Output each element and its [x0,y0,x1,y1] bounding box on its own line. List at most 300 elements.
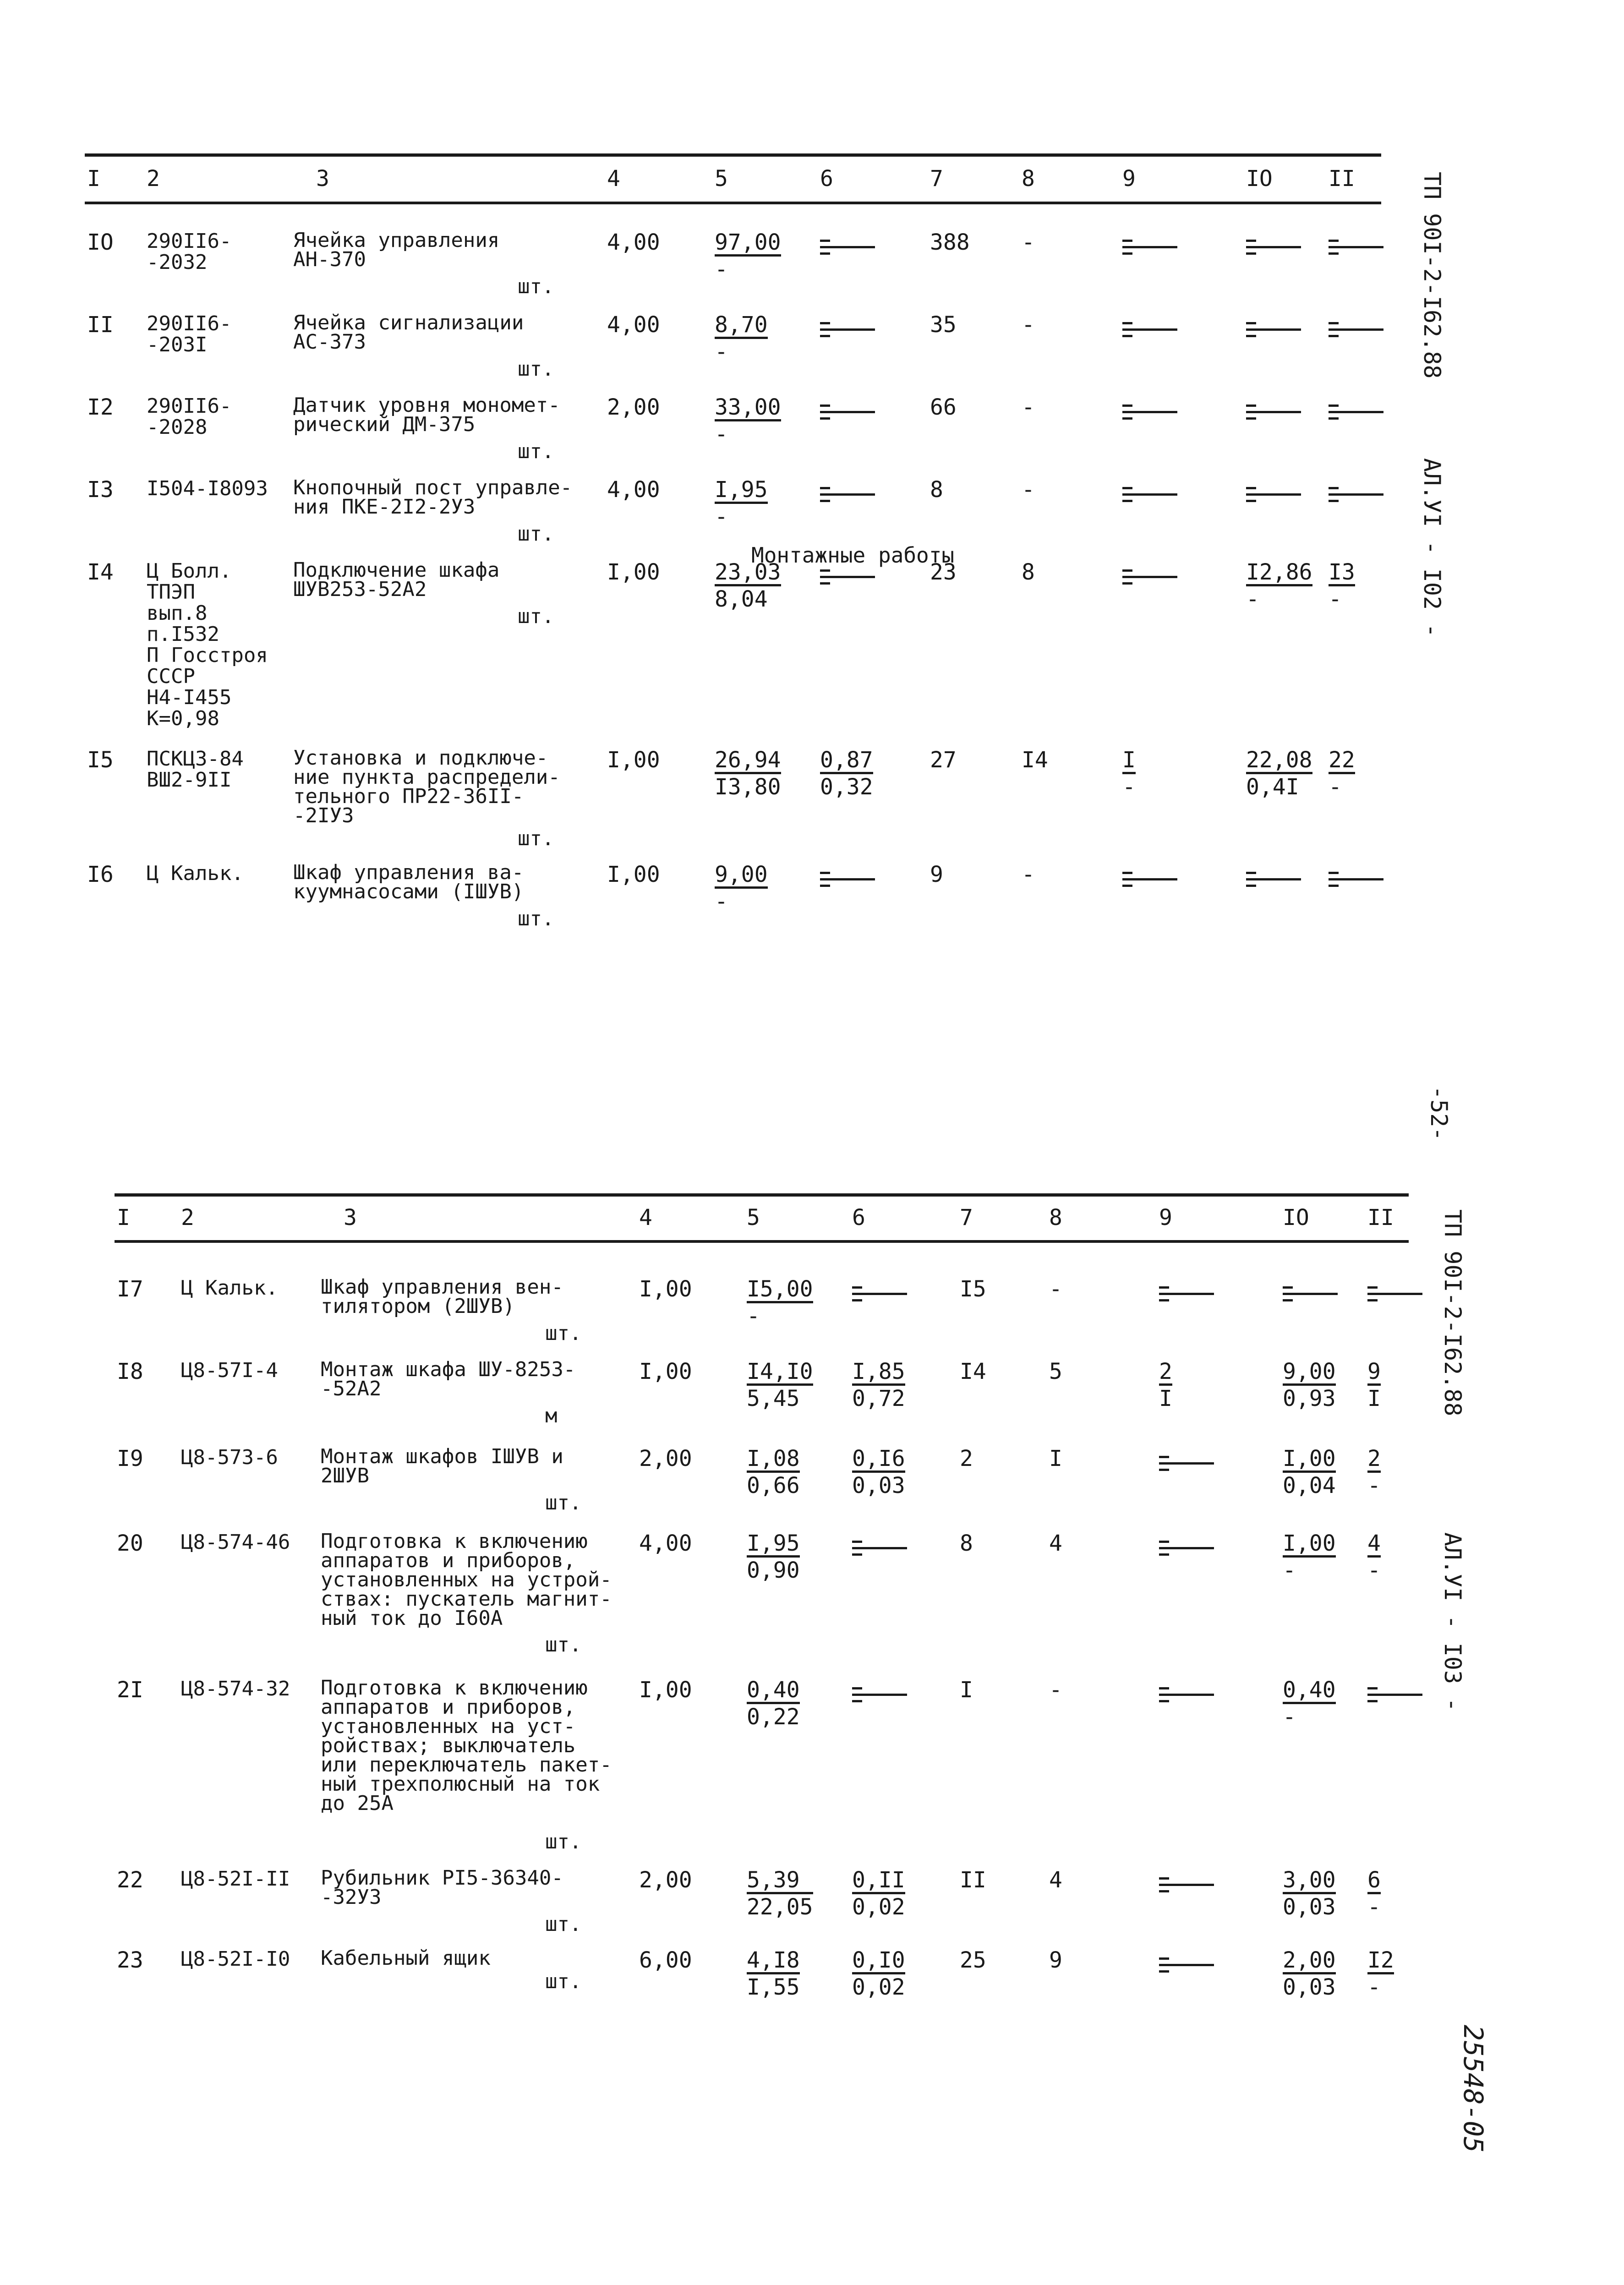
column-7-value: 388 [930,230,970,255]
column-9-value-ditto-mark [1122,872,1177,890]
column-header-10: IO [1246,166,1273,191]
column-10-value-fraction [1283,1949,1336,1998]
column-5-value-numerator: 0,40 [747,1679,800,1704]
row-number: 20 [117,1531,143,1556]
column-11-value-numerator: I2 [1367,1949,1394,1974]
column-5-value-fraction [715,231,781,280]
column-6-value-fraction [852,1361,905,1410]
item-name-line: 2ШУВ [321,1464,369,1487]
column-5-value-fraction [747,1949,800,1998]
column-header-8: 8 [1022,166,1035,191]
side-sheet-top: АЛ.УI - I02 - [1419,458,1445,638]
column-header-5: 5 [715,166,728,191]
row-number: I7 [117,1276,143,1302]
column-8-value: - [1022,477,1035,503]
column-5-value-denominator: 0,66 [747,1473,800,1498]
row-number: I2 [87,394,114,420]
column-6-value-fraction [852,1448,905,1497]
rate-code-line: Ц8-52I-II [181,1867,290,1891]
column-11-value-ditto-mark [1329,240,1383,258]
column-8-value: 5 [1049,1359,1062,1384]
item-name-line: ный трехполюсный на ток [321,1772,600,1796]
column-6-value-numerator: 0,I6 [852,1448,905,1473]
item-name-line: установленных на уст- [321,1715,576,1738]
column-8-value: - [1022,862,1035,887]
column-8-value: - [1049,1677,1062,1703]
rate-code-line: I504-I8093 [147,477,268,500]
column-6-value-denominator: 0,02 [852,1974,905,2000]
rate-code-line: -2028 [147,415,208,439]
rate-code-line: -203I [147,333,208,356]
column-header-5: 5 [747,1205,760,1230]
column-6-value-denominator: 0,72 [852,1386,905,1411]
column-9-value-ditto-mark [1122,240,1177,258]
rate-code-line: 290II6- [147,312,232,335]
side-sheet-bottom: АЛ.УI - I03 - [1439,1532,1466,1712]
column-10-value-numerator: 22,08 [1246,749,1312,774]
column-11-value-denominator: I [1367,1386,1381,1411]
item-name-line: ние пункта распредели- [293,765,560,789]
column-10-value-ditto-mark [1283,1286,1338,1305]
column-10-value-denominator: 0,93 [1283,1386,1336,1411]
column-10-value-ditto-mark [1246,240,1301,258]
column-10-value-denominator: 0,03 [1283,1974,1336,2000]
column-header-9: 9 [1159,1205,1172,1230]
column-7-value: 8 [930,477,943,503]
column-5-value-denominator: - [715,339,728,365]
item-name-line: Монтаж шкафа ШУ-8253- [321,1358,576,1381]
row-number: I5 [87,747,114,773]
column-header-9: 9 [1122,166,1136,191]
column-6-value-fraction [852,1869,905,1918]
item-name-line: -32У3 [321,1886,382,1909]
column-6-value-ditto-mark [820,569,875,588]
column-5-value-numerator: 97,00 [715,231,781,257]
column-9-value-ditto-mark [1159,1456,1214,1474]
quantity: 2,00 [639,1867,692,1893]
row-number: I6 [87,862,114,887]
column-9-value-denominator: I [1159,1386,1172,1411]
column-9-value-ditto-mark [1159,1687,1214,1706]
column-11-value-numerator: 4 [1367,1532,1381,1558]
column-11-value-fraction [1367,1949,1394,1998]
row-number: I4 [87,559,114,585]
column-10-value-fraction [1283,1869,1336,1918]
item-name-line: Ячейка сигнализации [293,311,524,334]
item-name-line: Датчик уровня мономет- [293,394,560,417]
column-header-6: 6 [820,166,833,191]
column-10-value-numerator: I,00 [1283,1448,1336,1473]
column-7-value: 2 [960,1446,973,1471]
item-name-line: Подготовка к включению [321,1530,588,1553]
column-11-value-fraction [1329,561,1355,610]
quantity: 4,00 [639,1531,692,1556]
column-5-value-fraction [747,1532,800,1581]
column-11-value-denominator: - [1367,1894,1381,1920]
column-5-value-fraction [715,749,781,798]
column-11-value-numerator: I3 [1329,561,1355,586]
column-header-7: 7 [960,1205,973,1230]
item-name-line: или переключатель пакет- [321,1753,612,1777]
unit-of-measure: шт. [518,907,554,930]
unit-of-measure: шт. [518,357,554,381]
rate-code-line: 290II6- [147,230,232,253]
column-10-value-ditto-mark [1246,487,1301,505]
column-9-value-ditto-mark [1159,1877,1214,1896]
column-9-value-ditto-mark [1159,1541,1214,1559]
unit-of-measure: м [545,1404,558,1427]
column-7-value: 27 [930,747,957,773]
column-5-value-denominator: 5,45 [747,1386,800,1411]
column-11-value-ditto-mark [1367,1286,1422,1305]
column-10-value-numerator: 0,40 [1283,1679,1336,1704]
column-10-value-fraction [1283,1448,1336,1497]
quantity: 2,00 [607,394,660,420]
column-6-value-ditto-mark [820,322,875,340]
rate-code-line: вып.8 [147,601,208,625]
column-7-value: I5 [960,1276,986,1302]
column-11-value-numerator: 6 [1367,1869,1381,1894]
column-header-6: 6 [852,1205,865,1230]
column-6-value-ditto-mark [820,405,875,423]
column-8-value: 8 [1022,559,1035,585]
column-5-value-fraction [715,396,781,445]
column-11-value-ditto-mark [1367,1687,1422,1706]
column-9-value-numerator: 2 [1159,1361,1172,1386]
column-6-value-fraction [820,749,873,798]
rate-code-line: Ц Болл. [147,559,232,583]
column-6-value-ditto-mark [820,487,875,505]
row-number: II [87,312,114,338]
item-name-line: Шкаф управления ва- [293,861,524,884]
rate-code-line: П Госстроя [147,644,268,667]
column-header-11: II [1329,166,1355,191]
quantity: I,00 [607,862,660,887]
column-5-value-fraction [747,1361,813,1410]
column-5-value-fraction [747,1278,813,1327]
column-5-value-numerator: I,08 [747,1448,800,1473]
column-10-value-fraction [1246,561,1312,610]
column-5-value-denominator: - [715,257,728,282]
column-11-value-denominator: - [1367,1473,1381,1498]
unit-of-measure: шт. [545,1322,582,1345]
column-5-value-denominator: - [715,889,728,914]
column-header-7: 7 [930,166,943,191]
column-7-value: 25 [960,1947,986,1973]
quantity: 6,00 [639,1947,692,1973]
side-code-top: ТП 90I-2-I62.88 [1419,172,1445,379]
column-6-value-fraction [852,1949,905,1998]
rate-code-line: Ц8-574-46 [181,1531,290,1554]
column-10-value-denominator: - [1283,1558,1296,1583]
column-10-value-ditto-mark [1246,322,1301,340]
column-9-value-ditto-mark [1122,487,1177,505]
bottom-table-rule-2 [115,1240,1409,1243]
column-6-value-ditto-mark [820,872,875,890]
column-7-value: I [960,1677,973,1703]
column-header-2: 2 [147,166,160,191]
rate-code-line: Ц8-573-6 [181,1446,278,1469]
column-11-value-ditto-mark [1329,405,1383,423]
column-5-value-fraction [715,864,768,913]
column-header-8: 8 [1049,1205,1062,1230]
column-5-value-denominator: - [715,421,728,447]
column-9-value-ditto-mark [1122,405,1177,423]
item-name-line: АС-373 [293,330,366,354]
column-7-value: 23 [930,559,957,585]
column-7-value: 9 [930,862,943,887]
column-5-value-denominator: I3,80 [715,774,781,800]
column-7-value: 8 [960,1531,973,1556]
item-name-line: ный ток до I60А [321,1607,503,1630]
column-7-value: 66 [930,394,957,420]
column-header-11: II [1367,1205,1394,1230]
item-name-line: куумнасосами (IШУВ) [293,880,524,903]
quantity: I,00 [639,1677,692,1703]
item-name-line: -2IУ3 [293,804,354,827]
column-5-value-denominator: - [747,1303,760,1329]
row-number: I3 [87,477,114,503]
quantity: I,00 [639,1359,692,1384]
rate-code-line: Ц Кальк. [181,1276,278,1300]
column-11-value-fraction [1367,1532,1381,1581]
rate-code-line: ВШ2-9II [147,768,232,792]
item-name-line: Кабельный ящик [321,1946,491,1970]
column-8-value: I4 [1022,747,1048,773]
column-5-value-denominator: - [715,504,728,530]
column-10-value-numerator: 9,00 [1283,1361,1336,1386]
column-10-value-denominator: 0,04 [1283,1473,1336,1498]
quantity: 4,00 [607,312,660,338]
column-11-value-numerator: 22 [1329,749,1355,774]
column-5-value-denominator: 8,04 [715,586,768,612]
column-6-value-denominator: 0,32 [820,774,873,800]
item-name-line: до 25А [321,1792,394,1815]
quantity: 4,00 [607,230,660,255]
row-number: I9 [117,1446,143,1471]
rate-code-line: Н4-I455 [147,686,232,709]
column-5-value-denominator: 0,90 [747,1558,800,1583]
column-11-value-fraction [1329,749,1355,798]
top-table-rule-1 [85,153,1381,157]
column-8-value: 4 [1049,1867,1062,1893]
item-name-line: ШУВ253-52А2 [293,578,427,601]
column-11-value-numerator: 9 [1367,1361,1381,1386]
column-6-value-numerator: 0,II [852,1869,905,1894]
column-11-value-denominator: - [1329,774,1342,800]
column-5-value-numerator: 5,39 [747,1869,813,1894]
column-11-value-numerator: 2 [1367,1448,1381,1473]
column-9-value-ditto-mark [1122,322,1177,340]
column-5-value-numerator: I5,00 [747,1278,813,1303]
column-8-value: I [1049,1446,1062,1471]
page-number: -52- [1426,1086,1452,1141]
column-6-value-ditto-mark [852,1687,907,1706]
column-header-4: 4 [607,166,620,191]
item-name-line: тельного ПР22-36II- [293,785,524,808]
column-9-value-ditto-mark [1159,1957,1214,1976]
column-5-value-numerator: 23,03 [715,561,781,586]
column-11-value-ditto-mark [1329,322,1383,340]
archive-stamp: 25548-05 [1458,2025,1489,2153]
column-11-value-denominator: - [1367,1974,1381,2000]
column-10-value-numerator: I,00 [1283,1532,1336,1558]
quantity: 4,00 [607,477,660,503]
row-number: IO [87,230,114,255]
rate-code-line: 290II6- [147,394,232,418]
column-8-value: 9 [1049,1947,1062,1973]
rate-code-line: Ц Кальк. [147,862,244,885]
column-5-value-numerator: 4,I8 [747,1949,800,1974]
item-name-line: ствах: пускатель магнит- [321,1587,612,1611]
rate-code-line: Ц8-52I-I0 [181,1947,290,1971]
unit-of-measure: шт. [545,1830,582,1853]
column-8-value: - [1022,394,1035,420]
column-header-1: I [117,1205,130,1230]
column-9-value-fraction [1122,749,1136,798]
unit-of-measure: шт. [518,827,554,850]
unit-of-measure: шт. [545,1913,582,1936]
column-11-value-ditto-mark [1329,872,1383,890]
rate-code-line: Ц8-574-32 [181,1677,290,1700]
column-5-value-numerator: 26,94 [715,749,781,774]
item-name-line: рический ДМ-375 [293,413,476,436]
column-6-value-ditto-mark [852,1286,907,1305]
column-5-value-numerator: 8,70 [715,314,768,339]
item-name-line: Установка и подключе- [293,746,548,770]
column-9-value-ditto-mark [1122,569,1177,588]
column-11-value-fraction [1367,1869,1381,1918]
column-5-value-denominator: I,55 [747,1974,800,2000]
column-6-value-ditto-mark [820,240,875,258]
item-name-line: установленных на устрой- [321,1568,612,1591]
column-5-value-numerator: I,95 [715,479,768,504]
row-number: 2I [117,1677,143,1703]
unit-of-measure: шт. [545,1491,582,1514]
item-name-line: Шкаф управления вен- [321,1275,563,1299]
column-11-value-denominator: - [1367,1558,1381,1583]
rate-code-line: СССР [147,665,195,688]
item-name-line: Кнопочный пост управле- [293,476,573,499]
column-10-value-fraction [1283,1361,1336,1410]
column-11-value-fraction [1367,1448,1381,1497]
column-8-value: - [1022,230,1035,255]
column-6-value-denominator: 0,02 [852,1894,905,1920]
row-number: 22 [117,1867,143,1893]
column-5-value-denominator: 0,22 [747,1704,800,1730]
unit-of-measure: шт. [545,1633,582,1656]
column-5-value-numerator: I4,I0 [747,1361,813,1386]
column-10-value-ditto-mark [1246,405,1301,423]
column-6-value-numerator: 0,I0 [852,1949,905,1974]
column-5-value-fraction [715,314,768,363]
top-table-rule-2 [85,202,1381,204]
column-5-value-fraction [747,1679,800,1728]
column-5-value-numerator: I,95 [747,1532,800,1558]
column-11-value-denominator: - [1329,586,1342,612]
rate-code-line: К=0,98 [147,707,219,730]
column-9-value-fraction [1159,1361,1172,1410]
column-10-value-denominator: - [1283,1704,1296,1730]
column-5-value-denominator: 22,05 [747,1894,813,1920]
column-9-value-ditto-mark [1159,1286,1214,1305]
item-name-line: ния ПКЕ-2I2-2У3 [293,495,476,519]
column-header-3: 3 [316,166,329,191]
column-10-value-denominator: - [1246,586,1259,612]
quantity: I,00 [607,747,660,773]
unit-of-measure: шт. [518,522,554,546]
item-name-line: -52А2 [321,1377,382,1400]
item-name-line: аппаратов и приборов, [321,1549,576,1572]
item-name-line: аппаратов и приборов, [321,1695,576,1719]
rate-code-line: Ц8-57I-4 [181,1359,278,1382]
item-name-line: Подключение шкафа [293,558,500,582]
unit-of-measure: шт. [545,1970,582,1993]
column-header-10: IO [1283,1205,1309,1230]
column-10-value-fraction [1246,749,1312,798]
quantity: 2,00 [639,1446,692,1471]
column-11-value-ditto-mark [1329,487,1383,505]
column-9-value-denominator: - [1122,774,1136,800]
column-5-value-fraction [747,1448,800,1497]
bottom-table-rule-1 [115,1193,1409,1197]
column-5-value-fraction [715,479,768,528]
column-6-value-ditto-mark [852,1541,907,1559]
side-code-bottom: ТП 90I-2-I62.88 [1439,1209,1466,1416]
column-10-value-fraction [1283,1532,1336,1581]
item-name-line: тилятором (2ШУВ) [321,1295,515,1318]
column-10-value-ditto-mark [1246,872,1301,890]
column-11-value-fraction [1367,1361,1381,1410]
quantity: I,00 [607,559,660,585]
column-7-value: 35 [930,312,957,338]
item-name-line: АН-370 [293,248,366,271]
column-10-value-numerator: 2,00 [1283,1949,1336,1974]
quantity: I,00 [639,1276,692,1302]
column-7-value: II [960,1867,986,1893]
column-header-4: 4 [639,1205,652,1230]
item-name-line: Подготовка к включению [321,1676,588,1700]
rate-code-line: п.I532 [147,623,219,646]
column-5-value-numerator: 33,00 [715,396,781,421]
column-8-value: 4 [1049,1531,1062,1556]
column-10-value-fraction [1283,1679,1336,1728]
column-5-value-fraction [747,1869,813,1918]
column-10-value-numerator: I2,86 [1246,561,1312,586]
unit-of-measure: шт. [518,605,554,628]
column-8-value: - [1022,312,1035,338]
row-number: I8 [117,1359,143,1384]
column-6-value-numerator: I,85 [852,1361,905,1386]
rate-code-line: ТПЭП [147,580,195,604]
unit-of-measure: шт. [518,275,554,298]
item-name-line: Монтаж шкафов IШУВ и [321,1445,563,1468]
item-name-line: Ячейка управления [293,229,500,252]
column-9-value-numerator: I [1122,749,1136,774]
item-name-line: ройствах; выключатель [321,1734,576,1757]
unit-of-measure: шт. [518,440,554,463]
rate-code-line: ПСКЦЗ-84 [147,747,244,771]
column-5-value-numerator: 9,00 [715,864,768,889]
column-10-value-denominator: 0,4I [1246,774,1299,800]
column-7-value: I4 [960,1359,986,1384]
column-header-2: 2 [181,1205,194,1230]
column-6-value-denominator: 0,03 [852,1473,905,1498]
column-10-value-numerator: 3,00 [1283,1869,1336,1894]
row-number: 23 [117,1947,143,1973]
item-name-line: Рубильник РI5-36340- [321,1866,563,1890]
rate-code-line: -2032 [147,251,208,274]
